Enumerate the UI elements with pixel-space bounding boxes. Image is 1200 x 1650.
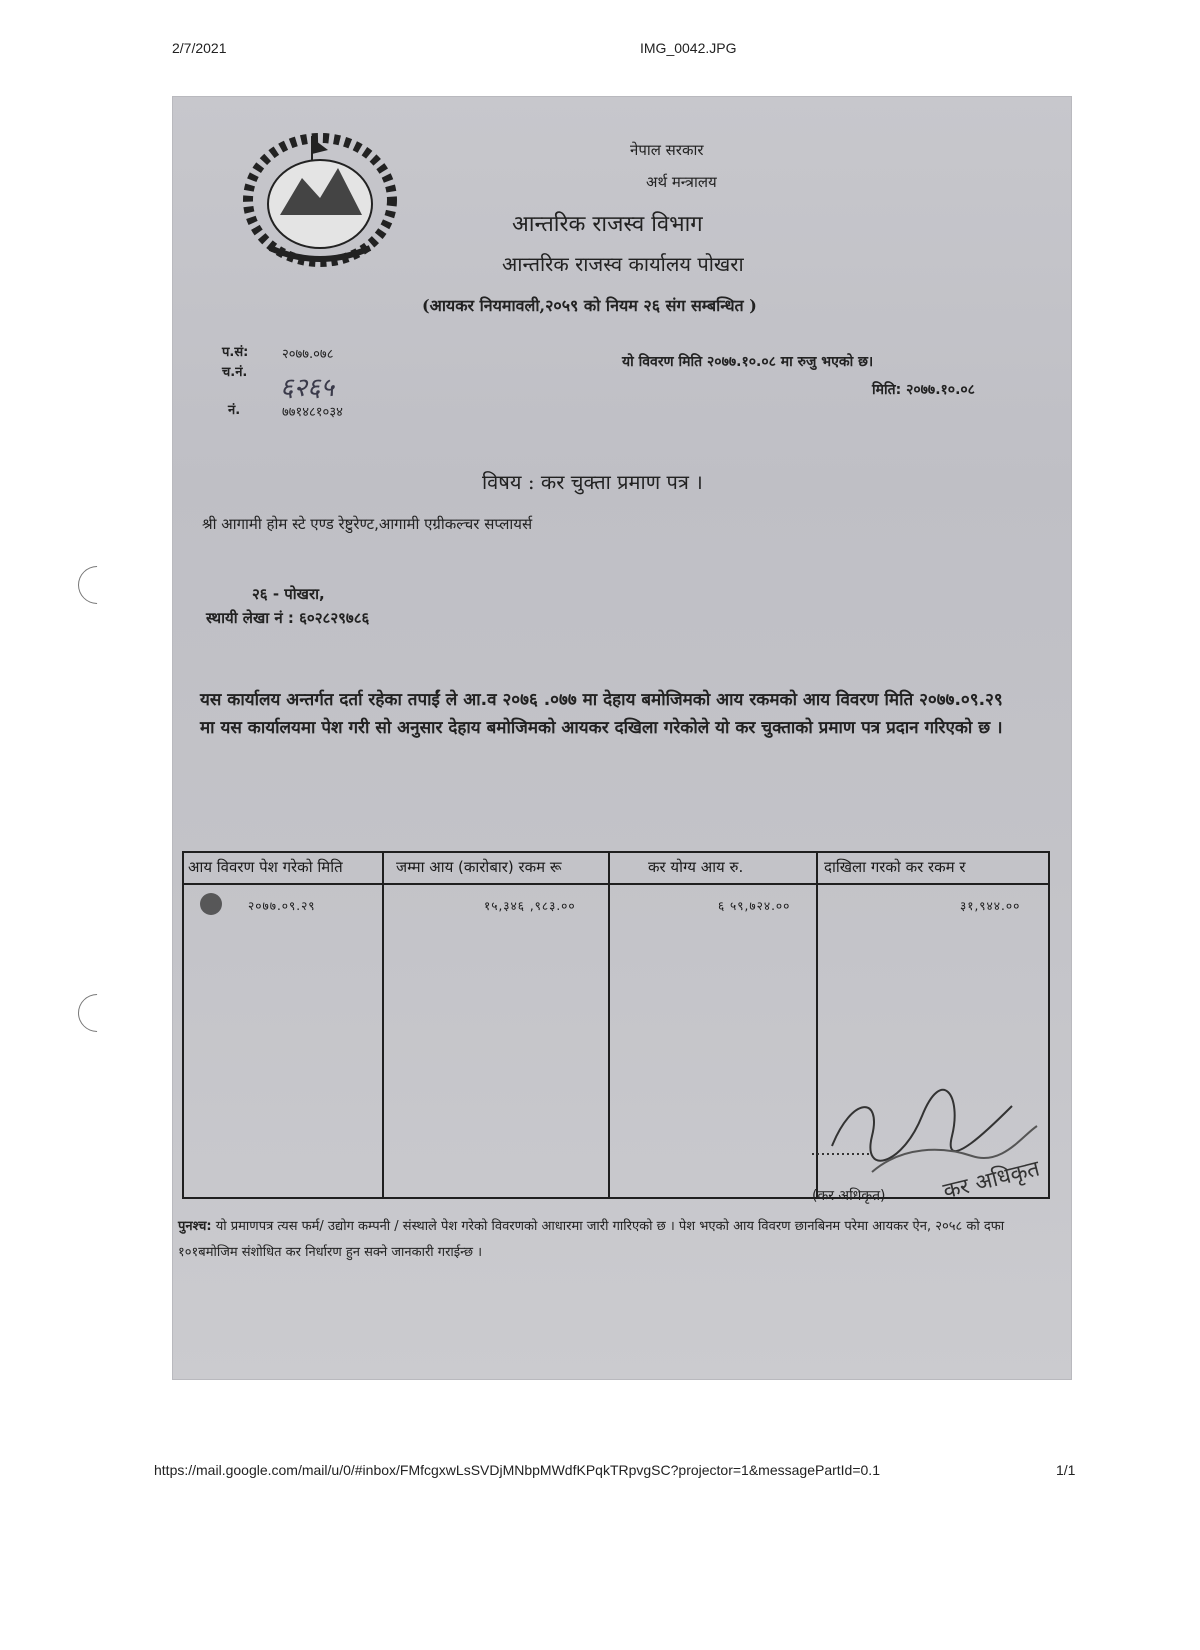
pa-sa-label: प.सं: — [222, 345, 249, 360]
header-tax-paid: दाखिला गरको कर रकम र — [824, 858, 966, 876]
officer-label: (कर अधिकृत) — [812, 1188, 886, 1204]
department-name: आन्तरिक राजस्व विभाग — [512, 212, 703, 237]
footnote — [178, 1214, 1008, 1266]
cha-na-label: च.नं. — [222, 365, 248, 380]
header-taxable-income: कर योग्य आय रु. — [648, 858, 744, 876]
print-page-number: 1/1 — [1056, 1462, 1076, 1478]
cha-na-value: ६२६५ — [280, 373, 335, 403]
punch-hole — [70, 986, 124, 1040]
certificate-date: मिति: २०७७.१०.०८ — [872, 382, 975, 398]
government-name: नेपाल सरकार — [630, 141, 704, 159]
submitted-note: यो विवरण मिति २०७७.१०.०८ मा रुजु भएको छ। — [622, 354, 874, 370]
print-title: IMG_0042.JPG — [640, 40, 737, 56]
print-date: 2/7/2021 — [172, 40, 227, 56]
stamp-text: कर अधिकृत — [940, 1156, 1043, 1205]
office-name: आन्तरिक राजस्व कार्यालय पोखरा — [502, 252, 744, 276]
subject-line: विषय : कर चुक्ता प्रमाण पत्र । — [482, 470, 703, 494]
footnote-label: पुनश्च: — [178, 1219, 212, 1234]
cell-taxable-income: ६ ५९,७२४.०० — [718, 899, 791, 913]
na-label: नं. — [228, 403, 241, 418]
na-value: ७७१४८१०३४ — [282, 405, 343, 420]
addressee-ward: २६ - पोखरा, — [252, 585, 325, 603]
print-url: https://mail.google.com/mail/u/0/#inbox/FMfcgxwLsSVDjMNbpMWdfKPqkTRpvgSC?projector=1&messagePartId=0.1 — [154, 1462, 880, 1478]
punch-hole — [70, 558, 124, 612]
ministry-name: अर्थ मन्त्रालय — [646, 173, 717, 191]
addressee-pan: स्थायी लेखा नं : ६०२८२९७८६ — [206, 609, 370, 627]
addressee-name: श्री आगामी होम स्टे एण्ड रेष्टुरेण्ट,आगामी एग्रीकल्चर सप्लायर्स — [202, 515, 533, 533]
nepal-emblem-icon — [240, 120, 400, 270]
header-filing-date: आय विवरण पेश गरेको मिति — [188, 858, 343, 876]
cell-tax-paid: ३१,९४४.०० — [960, 899, 1021, 913]
cell-filing-date: २०७७.०९.२९ — [248, 899, 316, 913]
footnote-text: यो प्रमाणपत्र त्यस फर्म/ उद्योग कम्पनी / संस्थाले पेश गरेको विवरणको आधारमा जारी गारिएको छ । पेश भएको आय विवरण छानबिनम परेमा आयकर ऐन, २०५८ को दफा १०१बमोजिम संशोधित कर निर्धारण हुन सक्ने जानकारी गराईन्छ । — [178, 1219, 1005, 1260]
scanned-certificate — [172, 96, 1072, 1380]
cell-total-income: १५,३४६ ,९८३.०० — [484, 899, 576, 913]
pa-sa-value: २०७७.०७८ — [282, 347, 334, 362]
body-paragraph: यस कार्यालय अन्तर्गत दर्ता रहेका तपाईं ले आ.व २०७६ .०७७ मा देहाय बमोजिमको आय रकमको आय विवरण मिति २०७७.०९.२९ मा यस कार्यालयमा पेश गरी सो अनुसार देहाय बमोजिमको आयकर दखिला गरेकोले यो कर चुक्ताको प्रमाण पत्र प्रदान गरिएको छ । — [200, 690, 1003, 738]
header-total-income: जम्मा आय (कारोबार) रकम रू — [396, 858, 562, 876]
rule-reference: (आयकर नियमावली,२०५९ को नियम २६ संग सम्बन्धित ) — [422, 296, 757, 315]
